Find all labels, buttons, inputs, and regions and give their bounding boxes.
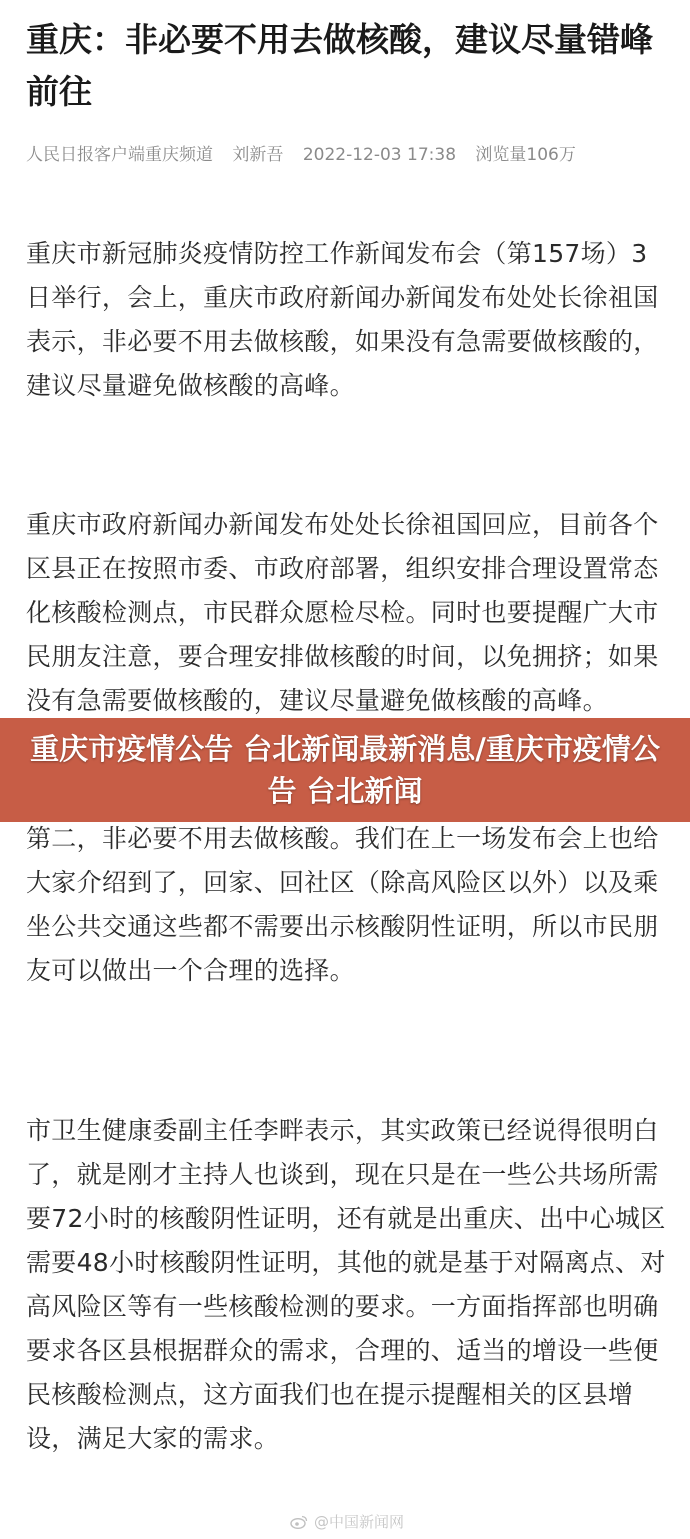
article-meta [26,140,666,170]
paragraph-4: 市卫生健康委副主任李畔表示，其实政策已经说得很明白了，就是刚才主持人也谈到，现在只是在一些公共场所需要72小时的核酸阴性证明，还有就是出重庆、出中心城区需要48小时核酸阴性证明，其他的就是基于对隔离点、对高风险区等有一些核酸检测的要求。一方面指挥部也明确要求各区县根据群众的需求，合理的、适当的增设一些便民核酸检测点，这方面我们也在提示提醒相关的区县增设，满足大家的需求。 [26,1116,666,1453]
meta-source[interactable]: 人民日报客户端重庆频道 [26,145,213,165]
paragraph-2: 重庆市政府新闻办新闻发布处处长徐祖国回应，目前各个区县正在按照市委、市政府部署，组织安排合理设置常态化核酸检测点，市民群众愿检尽检。同时也要提醒广大市民朋友注意，要合理安排做核酸的时间，以免拥挤；如果没有急需要做核酸的，建议尽量避免做核酸的高峰。 [26,510,659,715]
article-title: 重庆：非必要不用去做核酸，建议尽量错峰前往 [26,20,653,111]
paragraph-1: 重庆市新冠肺炎疫情防控工作新闻发布会（第157场）3日举行，会上，重庆市政府新闻办新闻发布处处长徐祖国表示，非必要不用去做核酸，如果没有急需要做核酸的，建议尽量避免做核酸的高峰。 [26,239,659,400]
weibo-icon [290,1515,308,1529]
meta-author: 刘新吾 [232,145,284,165]
meta-views: 浏览量106万 [475,145,576,165]
overlay-headline-text: 重庆市疫情公告 台北新闻最新消息/重庆市疫情公告 台北新闻 [30,732,660,808]
watermark [290,1511,404,1533]
meta-datetime: 2022-12-03 17:38 [302,145,457,165]
headline-overlay-banner [0,718,690,822]
watermark-text: @中国新闻网 [314,1513,405,1531]
paragraph-3: 第二，非必要不用去做核酸。我们在上一场发布会上也给大家介绍到了，回家、回社区（除高风险区以外）以及乘坐公共交通这些都不需要出示核酸阴性证明，所以市民朋友可以做出一个合理的选择。 [26,824,659,985]
